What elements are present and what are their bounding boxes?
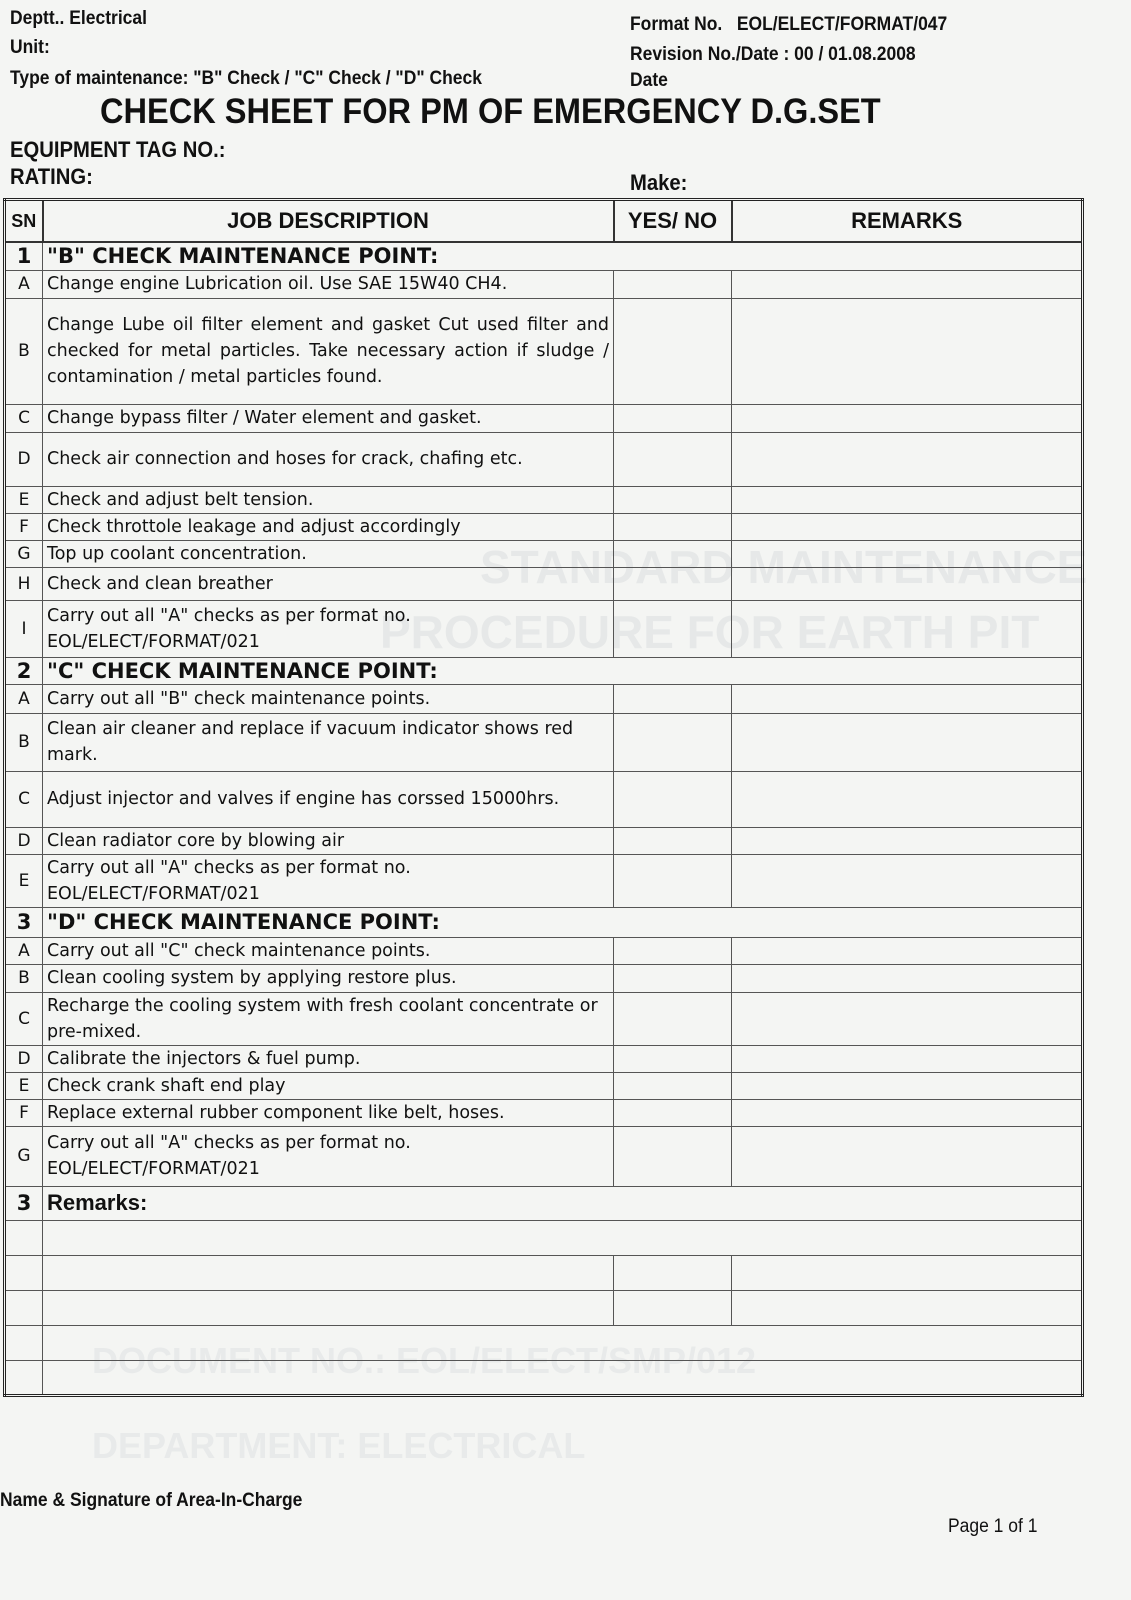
yes-no-cell[interactable] bbox=[614, 270, 732, 298]
blank-cell[interactable] bbox=[732, 1290, 1083, 1325]
equipment-tag-label: EQUIPMENT TAG NO.: bbox=[10, 137, 226, 162]
job-description: Change bypass filter / Water element and gasket. bbox=[43, 404, 614, 432]
blank-cell[interactable] bbox=[43, 1360, 1083, 1395]
table-row bbox=[5, 684, 1083, 713]
table-row bbox=[5, 298, 1083, 404]
row-sn: H bbox=[5, 567, 43, 600]
yes-no-cell[interactable] bbox=[614, 854, 732, 907]
yes-no-cell[interactable] bbox=[614, 992, 732, 1045]
yes-no-cell[interactable] bbox=[614, 513, 732, 540]
job-description: Carry out all "A" checks as per format no. EOL/ELECT/FORMAT/021 bbox=[43, 600, 614, 657]
remarks-cell[interactable] bbox=[732, 270, 1083, 298]
job-description: Check crank shaft end play bbox=[43, 1072, 614, 1099]
row-sn: B bbox=[5, 298, 43, 404]
rating-label: RATING: bbox=[10, 164, 93, 189]
table-row bbox=[5, 937, 1083, 964]
unit-label: Unit: bbox=[10, 37, 50, 58]
remarks-cell[interactable] bbox=[732, 1126, 1083, 1186]
remarks-cell[interactable] bbox=[732, 771, 1083, 827]
table-row bbox=[5, 404, 1083, 432]
yes-no-cell[interactable] bbox=[614, 1045, 732, 1072]
remarks-cell[interactable] bbox=[732, 937, 1083, 964]
job-description: Carry out all "B" check maintenance points. bbox=[43, 684, 614, 713]
remarks-cell[interactable] bbox=[732, 567, 1083, 600]
yes-no-cell[interactable] bbox=[614, 600, 732, 657]
row-sn: E bbox=[5, 486, 43, 513]
section-row bbox=[5, 657, 1083, 684]
remarks-cell[interactable] bbox=[732, 432, 1083, 486]
job-description: Clean cooling system by applying restore plus. bbox=[43, 964, 614, 992]
column-header-job-description: JOB DESCRIPTION bbox=[43, 200, 614, 243]
row-sn: E bbox=[5, 1072, 43, 1099]
yes-no-cell[interactable] bbox=[614, 713, 732, 771]
row-sn: F bbox=[5, 513, 43, 540]
column-header-sn: SN bbox=[5, 200, 43, 243]
blank-cell[interactable] bbox=[5, 1325, 43, 1360]
remarks-cell[interactable] bbox=[732, 684, 1083, 713]
job-description: Clean radiator core by blowing air bbox=[43, 827, 614, 854]
row-sn: F bbox=[5, 1099, 43, 1126]
table-row bbox=[5, 964, 1083, 992]
bleed-through-text: PROCEDURE FOR EARTH PIT bbox=[380, 606, 1040, 658]
remarks-cell[interactable] bbox=[732, 540, 1083, 567]
row-sn: 3 bbox=[5, 907, 43, 937]
row-sn: A bbox=[5, 937, 43, 964]
column-header-remarks: REMARKS bbox=[732, 200, 1083, 243]
row-sn: E bbox=[5, 854, 43, 907]
row-sn: C bbox=[5, 992, 43, 1045]
blank-cell[interactable] bbox=[5, 1290, 43, 1325]
job-description: Carry out all "A" checks as per format no. EOL/ELECT/FORMAT/021 bbox=[43, 1126, 614, 1186]
blank-cell[interactable] bbox=[43, 1255, 614, 1290]
table-row bbox=[5, 513, 1083, 540]
check-sheet-table bbox=[3, 198, 1084, 1397]
remarks-cell[interactable] bbox=[732, 1099, 1083, 1126]
job-description: Check air connection and hoses for crack, chafing etc. bbox=[43, 432, 614, 486]
table-row bbox=[5, 567, 1083, 600]
blank-cell[interactable] bbox=[43, 1220, 1083, 1255]
yes-no-cell[interactable] bbox=[614, 937, 732, 964]
row-sn: 2 bbox=[5, 657, 43, 684]
bleed-through-text: STANDARD MAINTENANCE bbox=[480, 541, 1088, 593]
job-description: Replace external rubber component like belt, hoses. bbox=[43, 1099, 614, 1126]
row-sn: D bbox=[5, 827, 43, 854]
row-sn: 1 bbox=[5, 242, 43, 270]
section-row bbox=[5, 242, 1083, 270]
row-sn: A bbox=[5, 270, 43, 298]
blank-cell[interactable] bbox=[614, 1255, 732, 1290]
row-sn: 3 bbox=[5, 1186, 43, 1220]
blank-cell[interactable] bbox=[5, 1360, 43, 1395]
row-sn: A bbox=[5, 684, 43, 713]
remarks-cell[interactable] bbox=[732, 298, 1083, 404]
remarks-title: Remarks: bbox=[43, 1186, 1083, 1220]
remarks-cell[interactable] bbox=[732, 404, 1083, 432]
section-row bbox=[5, 907, 1083, 937]
remarks-blank-row[interactable] bbox=[5, 1325, 1083, 1360]
table-row bbox=[5, 827, 1083, 854]
job-description: Top up coolant concentration. bbox=[43, 540, 614, 567]
yes-no-cell[interactable] bbox=[614, 1126, 732, 1186]
remarks-blank-row[interactable] bbox=[5, 1220, 1083, 1255]
make-label: Make: bbox=[630, 170, 688, 195]
maintenance-type-label: Type of maintenance: "B" Check / "C" Check / "D" Check bbox=[10, 68, 482, 89]
remarks-cell[interactable] bbox=[732, 964, 1083, 992]
remarks-blank-row[interactable] bbox=[5, 1360, 1083, 1395]
table-row bbox=[5, 992, 1083, 1045]
job-description: Check and adjust belt tension. bbox=[43, 486, 614, 513]
row-sn: D bbox=[5, 432, 43, 486]
blank-cell[interactable] bbox=[5, 1255, 43, 1290]
yes-no-cell[interactable] bbox=[614, 771, 732, 827]
remarks-blank-row[interactable] bbox=[5, 1255, 1083, 1290]
row-sn: D bbox=[5, 1045, 43, 1072]
yes-no-cell[interactable] bbox=[614, 827, 732, 854]
table-row bbox=[5, 1099, 1083, 1126]
yes-no-cell[interactable] bbox=[614, 404, 732, 432]
row-sn: G bbox=[5, 1126, 43, 1186]
remarks-cell[interactable] bbox=[732, 486, 1083, 513]
yes-no-cell[interactable] bbox=[614, 432, 732, 486]
revision-date: Revision No./Date : 00 / 01.08.2008 bbox=[630, 44, 916, 65]
remarks-cell[interactable] bbox=[732, 713, 1083, 771]
row-sn: B bbox=[5, 713, 43, 771]
job-description: Calibrate the injectors & fuel pump. bbox=[43, 1045, 614, 1072]
yes-no-cell[interactable] bbox=[614, 486, 732, 513]
remarks-cell[interactable] bbox=[732, 1045, 1083, 1072]
department-label: Deptt.. Electrical bbox=[10, 8, 147, 29]
yes-no-cell[interactable] bbox=[614, 964, 732, 992]
table-row bbox=[5, 771, 1083, 827]
blank-cell[interactable] bbox=[43, 1290, 614, 1325]
signature-label: Name & Signature of Area-In-Charge bbox=[0, 1490, 303, 1511]
remarks-cell[interactable] bbox=[732, 992, 1083, 1045]
date-label: Date bbox=[630, 70, 668, 91]
remarks-cell[interactable] bbox=[732, 1072, 1083, 1099]
table-row bbox=[5, 432, 1083, 486]
remarks-section-row bbox=[5, 1186, 1083, 1220]
format-number: Format No. EOL/ELECT/FORMAT/047 bbox=[630, 14, 948, 35]
table-row bbox=[5, 540, 1083, 567]
section-title: "B" CHECK MAINTENANCE POINT: bbox=[43, 242, 1083, 270]
yes-no-cell[interactable] bbox=[614, 1072, 732, 1099]
yes-no-cell[interactable] bbox=[614, 1099, 732, 1126]
job-description: Check and clean breather bbox=[43, 567, 614, 600]
job-description: Clean air cleaner and replace if vacuum indicator shows red mark. bbox=[43, 713, 614, 771]
table-row bbox=[5, 1126, 1083, 1186]
bleed-through-text: DEPARTMENT: ELECTRICAL bbox=[92, 1425, 586, 1466]
table-row bbox=[5, 1072, 1083, 1099]
yes-no-cell[interactable] bbox=[614, 684, 732, 713]
row-sn: C bbox=[5, 404, 43, 432]
row-sn: B bbox=[5, 964, 43, 992]
blank-cell[interactable] bbox=[5, 1220, 43, 1255]
job-description: Carry out all "A" checks as per format no. EOL/ELECT/FORMAT/021 bbox=[43, 854, 614, 907]
column-header-yes-no: YES/ NO bbox=[614, 200, 732, 243]
job-description: Adjust injector and valves if engine has corssed 15000hrs. bbox=[43, 771, 614, 827]
blank-cell[interactable] bbox=[43, 1325, 1083, 1360]
job-description: Check throttole leakage and adjust accordingly bbox=[43, 513, 614, 540]
table-row bbox=[5, 713, 1083, 771]
yes-no-cell[interactable] bbox=[614, 567, 732, 600]
table-row bbox=[5, 270, 1083, 298]
table-row bbox=[5, 486, 1083, 513]
row-sn: G bbox=[5, 540, 43, 567]
job-description: Change Lube oil filter element and gasket Cut used filter and checked for metal particles. Take necessary action if sludge / contamination / metal particles found. bbox=[43, 298, 614, 404]
job-description: Change engine Lubrication oil. Use SAE 15W40 CH4. bbox=[43, 270, 614, 298]
section-title: "C" CHECK MAINTENANCE POINT: bbox=[43, 657, 1083, 684]
blank-cell[interactable] bbox=[614, 1290, 732, 1325]
page-number: Page 1 of 1 bbox=[948, 1516, 1038, 1537]
remarks-blank-row[interactable] bbox=[5, 1290, 1083, 1325]
remarks-cell[interactable] bbox=[732, 854, 1083, 907]
job-description: Carry out all "C" check maintenance points. bbox=[43, 937, 614, 964]
remarks-cell[interactable] bbox=[732, 513, 1083, 540]
row-sn: C bbox=[5, 771, 43, 827]
remarks-cell[interactable] bbox=[732, 600, 1083, 657]
remarks-cell[interactable] bbox=[732, 827, 1083, 854]
yes-no-cell[interactable] bbox=[614, 540, 732, 567]
table-row bbox=[5, 600, 1083, 657]
job-description: Recharge the cooling system with fresh coolant concentrate or pre-mixed. bbox=[43, 992, 614, 1045]
bleed-through-text: DOCUMENT NO.: EOL/ELECT/SMP/012 bbox=[92, 1340, 757, 1381]
table-header-row bbox=[5, 200, 1083, 243]
table-row bbox=[5, 854, 1083, 907]
row-sn: I bbox=[5, 600, 43, 657]
section-title: "D" CHECK MAINTENANCE POINT: bbox=[43, 907, 1083, 937]
yes-no-cell[interactable] bbox=[614, 298, 732, 404]
page-title: CHECK SHEET FOR PM OF EMERGENCY D.G.SET bbox=[100, 92, 881, 131]
table-row bbox=[5, 1045, 1083, 1072]
blank-cell[interactable] bbox=[732, 1255, 1083, 1290]
